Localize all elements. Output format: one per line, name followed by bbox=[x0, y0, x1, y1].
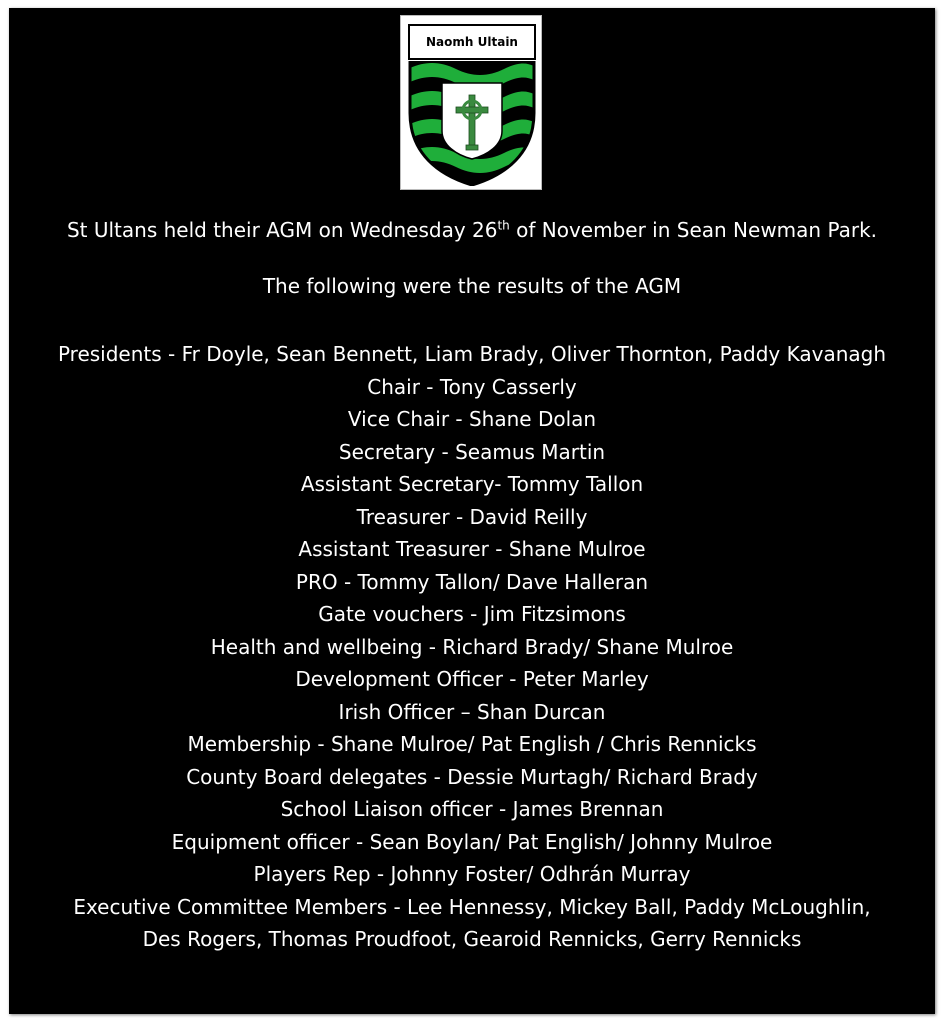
officer-line: County Board delegates - Dessie Murtagh/ Richard Brady bbox=[186, 764, 758, 789]
officer-line: Players Rep - Johnny Foster/ Odhrán Murray bbox=[253, 862, 691, 886]
officer-line: Health and wellbeing - Richard Brady/ Shane Mulroe bbox=[210, 634, 734, 659]
officer-line: Assistant Treasurer - Shane Mulroe bbox=[298, 537, 646, 561]
officer-line: Membership - Shane Mulroe/ Pat English / Chris Rennicks bbox=[187, 732, 757, 756]
club-crest bbox=[400, 15, 542, 190]
officer-line: Equipment officer - Sean Boylan/ Pat English/ Johnny Mulroe bbox=[171, 829, 773, 854]
officer-line: School Liaison officer - James Brennan bbox=[280, 797, 664, 821]
officer-line: PRO - Tommy Tallon/ Dave Halleran bbox=[295, 569, 649, 594]
officer-line: Des Rogers, Thomas Proudfoot, Gearoid Rennicks, Gerry Rennicks bbox=[142, 927, 802, 951]
crest-shield bbox=[408, 61, 536, 186]
intro-text-end: of November in Sean Newman Park. bbox=[509, 218, 878, 242]
officer-list bbox=[9, 338, 935, 956]
crest-title: Naomh Ultain bbox=[408, 24, 536, 60]
officer-line: Vice Chair - Shane Dolan bbox=[347, 407, 597, 431]
officer-line: Irish Officer – Shan Durcan bbox=[338, 699, 606, 724]
officer-line: Gate vouchers - Jim Fitzsimons bbox=[318, 602, 626, 626]
officer-line: Presidents - Fr Doyle, Sean Bennett, Liam Brady, Oliver Thornton, Paddy Kavanagh bbox=[57, 342, 887, 366]
officer-line: Treasurer - David Reilly bbox=[356, 504, 588, 529]
officer-line: Chair - Tony Casserly bbox=[367, 374, 577, 399]
agm-announcement bbox=[9, 210, 935, 956]
officer-line: Executive Committee Members - Lee Hennessy, Mickey Ball, Paddy McLoughlin, bbox=[73, 894, 871, 919]
intro-text: St Ultans held their AGM on Wednesday 26 bbox=[66, 218, 498, 242]
intro-ordinal: th bbox=[497, 218, 510, 233]
officer-line: Secretary - Seamus Martin bbox=[338, 439, 606, 464]
results-heading: The following were the results of the AGM bbox=[262, 274, 682, 298]
intro-line bbox=[9, 210, 935, 250]
officer-line: Development Officer - Peter Marley bbox=[295, 667, 649, 691]
officer-line: Assistant Secretary- Tommy Tallon bbox=[300, 472, 644, 496]
